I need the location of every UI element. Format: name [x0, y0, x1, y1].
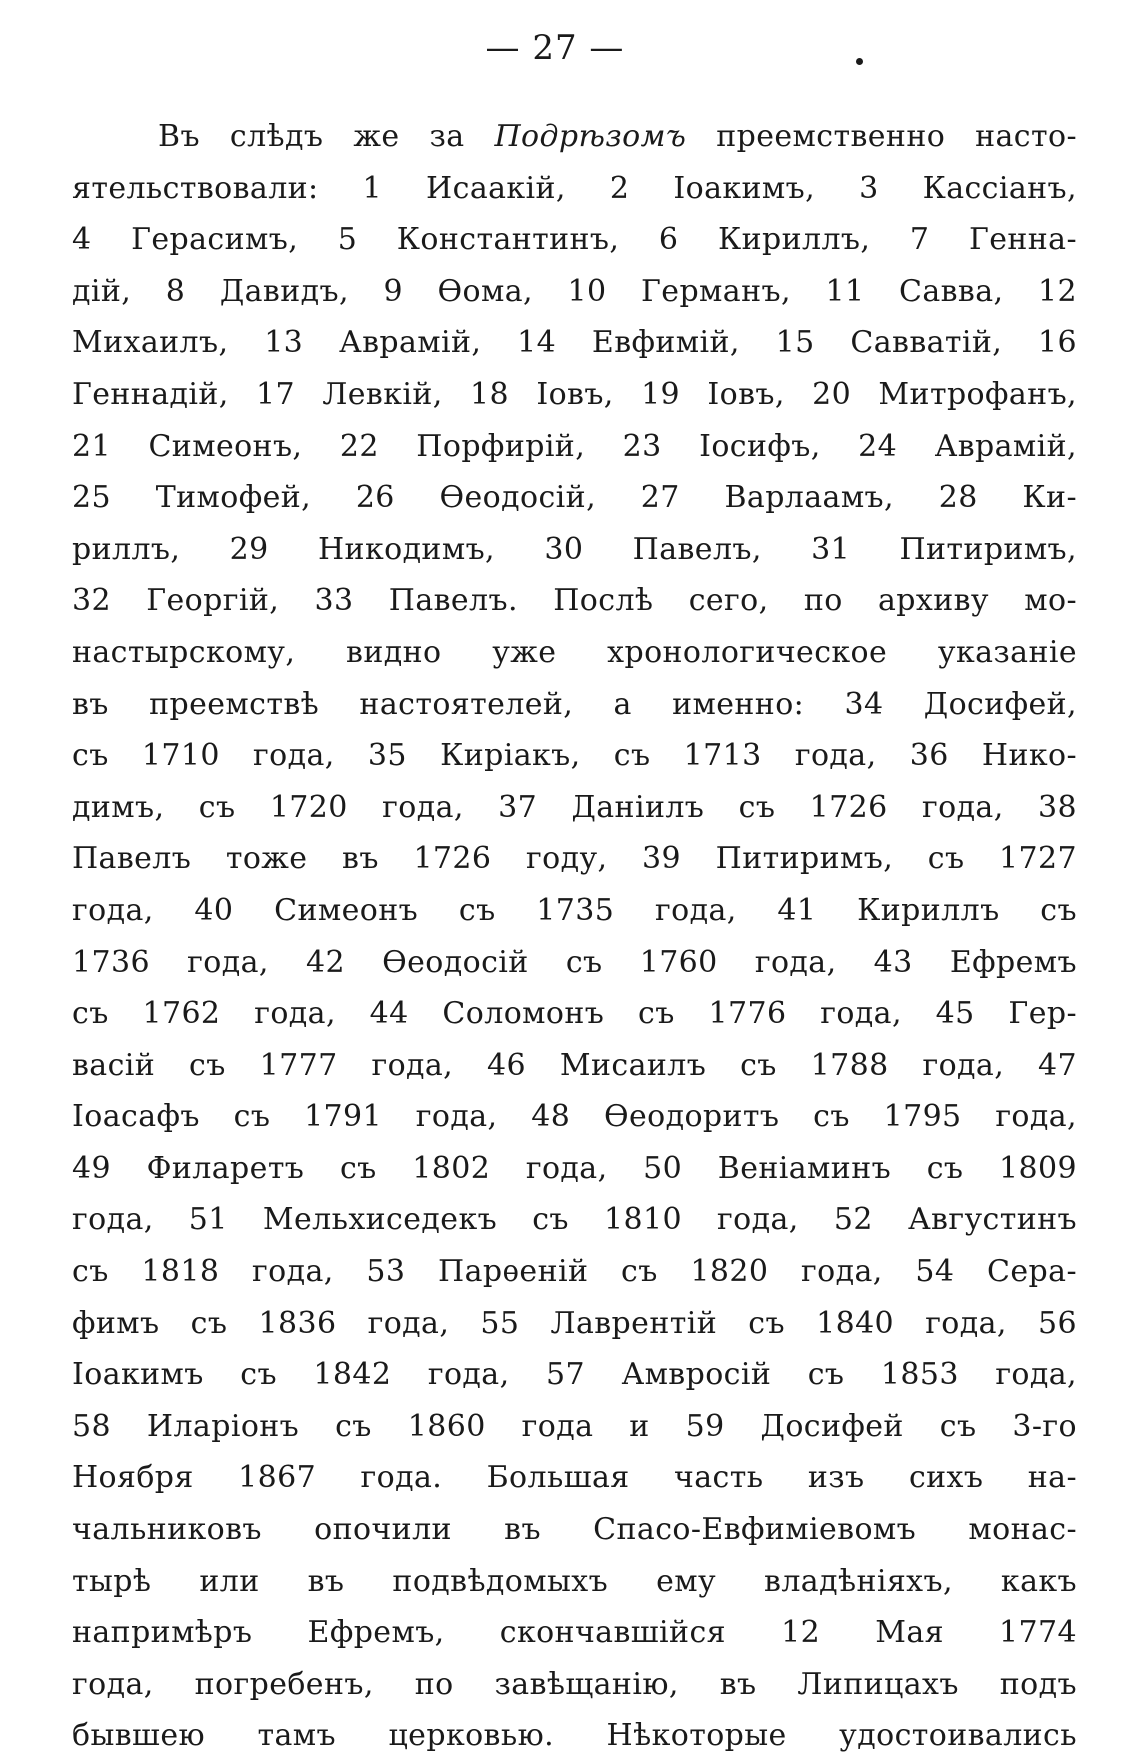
text-line: 1736 года, 42 Ѳеодосій съ 1760 года, 43 Ефремъ [72, 944, 1077, 980]
text-line: 25 Тимофей, 26 Ѳеодосій, 27 Варлаамъ, 28 Ки- [72, 480, 1077, 516]
text-line: чальниковъ опочили въ Спасо-Евфиміевомъ монас- [72, 1512, 1077, 1548]
text-line: васій съ 1777 года, 46 Мисаилъ съ 1788 года, 47 [72, 1047, 1077, 1083]
text-line: съ 1818 года, 53 Парѳеній съ 1820 года, 54 Сера- [72, 1254, 1077, 1290]
body-text [72, 111, 1077, 1762]
text-line: дій, 8 Давидъ, 9 Ѳома, 10 Германъ, 11 Савва, 12 [72, 273, 1077, 309]
text-line: года, погребенъ, по завѣщанію, въ Липицахъ подъ [72, 1666, 1077, 1702]
text-line: 4 Герасимъ, 5 Константинъ, 6 Кириллъ, 7 Генна- [72, 222, 1077, 258]
text-line: настырскому, видно уже хронологическое указаніе [72, 634, 1077, 670]
text-line: года, 51 Мельхиседекъ съ 1810 года, 52 Августинъ [72, 1202, 1077, 1238]
text-line: Геннадій, 17 Левкій, 18 Іовъ, 19 Іовъ, 20 Митрофанъ, [72, 376, 1077, 412]
text-line: Михаилъ, 13 Аврамій, 14 Евфимій, 15 Савватій, 16 [72, 325, 1077, 361]
page-number: — 27 — [485, 28, 625, 68]
text-line: Іоакимъ съ 1842 года, 57 Амвросій съ 1853 года, [72, 1357, 1077, 1393]
text-line: 21 Симеонъ, 22 Порфирій, 23 Іосифъ, 24 Аврамій, [72, 428, 1077, 464]
ink-speck [856, 58, 863, 65]
text-line: риллъ, 29 Никодимъ, 30 Павелъ, 31 Питиримъ, [72, 531, 1077, 567]
text-line [72, 111, 1077, 163]
text-line: бывшею тамъ церковью. Нѣкоторые удостоивались [72, 1718, 1077, 1754]
text-segment: Въ слѣдъ же за [158, 119, 495, 154]
text-line: года, 40 Симеонъ съ 1735 года, 41 Кириллъ съ [72, 892, 1077, 928]
text-line: 58 Иларіонъ съ 1860 года и 59 Досифей съ 3-го [72, 1408, 1077, 1444]
text-line: 49 Филаретъ съ 1802 года, 50 Веніаминъ съ 1809 [72, 1150, 1077, 1186]
text-line: въ преемствѣ настоятелей, а именно: 34 Досифей, [72, 686, 1077, 722]
text-line: ятельствовали: 1 Исаакій, 2 Іоакимъ, 3 Кассіанъ, [72, 170, 1077, 206]
text-line: съ 1710 года, 35 Киріакъ, съ 1713 года, 36 Нико- [72, 738, 1077, 774]
text-line: фимъ съ 1836 года, 55 Лаврентій съ 1840 года, 56 [72, 1305, 1077, 1341]
text-line: съ 1762 года, 44 Соломонъ съ 1776 года, 45 Гер- [72, 996, 1077, 1032]
italic-name: Подрѣзомъ [494, 119, 687, 154]
text-line: Ноября 1867 года. Большая часть изъ сихъ на- [72, 1460, 1077, 1496]
text-segment: преемственно насто- [686, 119, 1077, 154]
text-line: димъ, съ 1720 года, 37 Даніилъ съ 1726 года, 38 [72, 789, 1077, 825]
text-line: тырѣ или въ подвѣдомыхъ ему владѣніяхъ, какъ [72, 1563, 1077, 1599]
text-line: напримѣръ Ефремъ, скончавшійся 12 Мая 1774 [72, 1615, 1077, 1651]
text-line: 32 Георгій, 33 Павелъ. Послѣ сего, по архиву мо- [72, 583, 1077, 619]
text-line: Іоасафъ съ 1791 года, 48 Ѳеодоритъ съ 1795 года, [72, 1099, 1077, 1135]
text-line: Павелъ тоже въ 1726 году, 39 Питиримъ, съ 1727 [72, 841, 1077, 877]
